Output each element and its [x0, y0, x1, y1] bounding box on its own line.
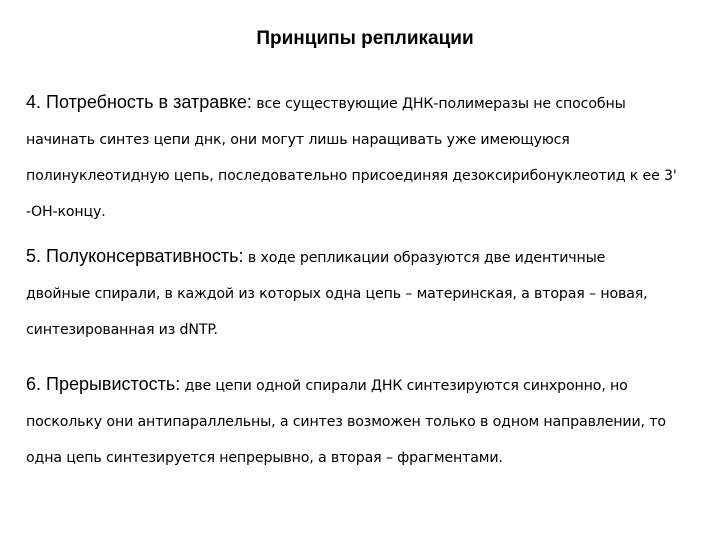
- item-text: две цепи одной спирали ДНК синтезируются синхронно, но: [184, 378, 628, 394]
- slide-title: Принципы репликации: [256, 28, 474, 49]
- item-line: -ОН-концу.: [26, 204, 106, 220]
- item-line: поскольку они антипараллельны, а синтез возможен только в одном направлении, то: [26, 414, 666, 430]
- item-line: синтезированная из dNTP.: [26, 322, 218, 338]
- principle-item-semiconservative: [26, 238, 706, 348]
- item-text: все существующие ДНК-полимеразы не способны: [256, 96, 626, 112]
- item-line: [26, 366, 706, 404]
- principle-item-discontinuity: [26, 366, 706, 476]
- principle-item-priming: [26, 84, 706, 230]
- item-line: [26, 84, 706, 122]
- item-heading: 6. Прерывистость:: [26, 374, 181, 394]
- item-line: одна цепь синтезируется непрерывно, а вторая – фрагментами.: [26, 450, 503, 466]
- item-heading: 4. Потребность в затравке:: [26, 92, 252, 112]
- item-line: [26, 238, 706, 276]
- item-heading: 5. Полуконсервативность:: [26, 246, 244, 266]
- item-line: двойные спирали, в каждой из которых одна цепь – материнская, а вторая – новая,: [26, 286, 648, 302]
- item-line: начинать синтез цепи днк, они могут лишь наращивать уже имеющуюся: [26, 132, 570, 148]
- item-text: в ходе репликации образуются две идентичные: [247, 250, 606, 266]
- item-line: полинуклеотидную цепь, последовательно присоединяя дезоксирибонуклеотид к ее 3': [26, 168, 677, 184]
